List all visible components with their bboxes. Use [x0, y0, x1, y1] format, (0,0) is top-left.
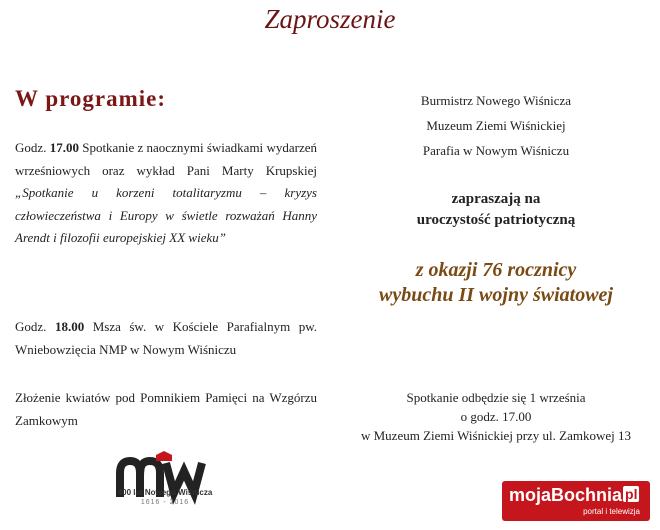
program-item-2 — [15, 316, 317, 361]
program-item-3 — [15, 387, 317, 432]
program-text: Spotkanie z naocznymi świadkami wydarzeń wrześniowych oraz wykład Pani Marty Krupskiej — [15, 140, 317, 178]
meeting-info — [335, 388, 657, 445]
badge-suffix: pl — [625, 486, 638, 502]
occasion-line: z okazji 76 rocznicy — [415, 259, 577, 281]
badge-tagline: portal i telewizja — [583, 507, 640, 516]
organizer: Burmistrz Nowego Wiśnicza — [420, 93, 572, 108]
program-time: 18.00 — [54, 319, 85, 334]
organizer: Parafia w Nowym Wiśniczu — [422, 143, 570, 158]
logo-years: 1616 - 2016 — [140, 499, 190, 506]
organizer: Muzeum Ziemi Wiśnickiej — [426, 118, 566, 133]
invite-line: zapraszają na — [451, 191, 541, 207]
time-prefix: Godz. — [15, 140, 50, 155]
invite-text — [335, 189, 657, 231]
program-heading: W programie: — [15, 86, 167, 111]
program-text: Złożenie kwiatów pod Pomnikiem Pamięci na Wzgórzu Zamkowym — [15, 390, 317, 428]
meeting-line: o godz. 17.00 — [460, 409, 532, 424]
occasion-line: wybuchu II wojny światowej — [379, 284, 613, 306]
badge-brand — [509, 485, 639, 506]
logo-caption: 400 lat Nowego Wiśnicza — [117, 488, 213, 497]
program-text: Msza św. w Kościele Parafialnym pw. Wniebowzięcia NMP w Nowym Wiśniczu — [15, 319, 317, 357]
mojabochnia-badge[interactable] — [502, 481, 650, 521]
lecture-title: „Spotkanie u korzeni totalitaryzmu – kryzys człowieczeństwa i Europy w świetle rozważań Hanny Arendt i filozofii europejskiej XX wieku” — [15, 185, 317, 245]
organizers — [335, 88, 657, 163]
program-item-1 — [15, 137, 317, 250]
invite-line: uroczystość patriotyczną — [416, 212, 576, 228]
page-title: Zaproszenie — [264, 4, 396, 34]
program-time: 17.00 — [49, 140, 79, 155]
time-prefix: Godz. — [15, 319, 55, 334]
occasion-text — [335, 258, 657, 308]
meeting-line: Spotkanie odbędzie się 1 września — [406, 390, 586, 405]
badge-brand-name: mojaBochnia — [509, 485, 623, 505]
meeting-line: w Muzeum Ziemi Wiśnickiej przy ul. Zamkowej 13 — [360, 428, 631, 443]
